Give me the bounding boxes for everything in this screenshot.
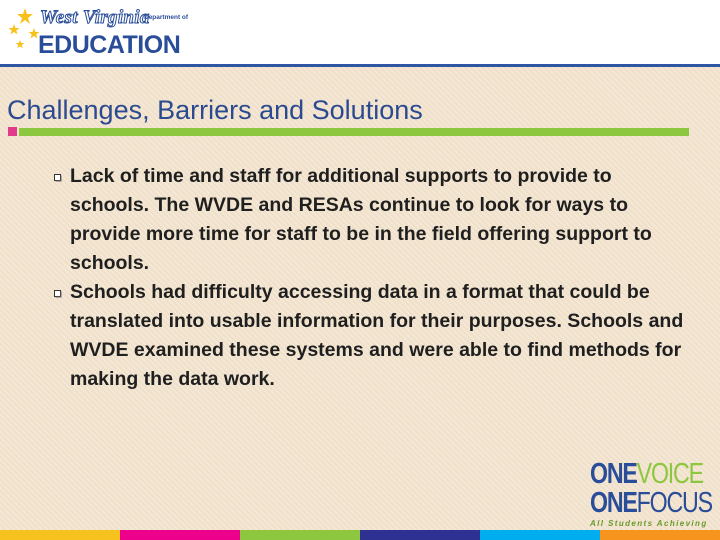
bullet-text: Schools had difficulty accessing data in a format that could be translated into usable information for their purposes. Schools and WVDE examined these systems and were able to find methods for making the data work. [70, 281, 684, 390]
one-voice-one-focus-logo [590, 458, 715, 528]
color-segment [360, 530, 480, 540]
header-rule [0, 64, 720, 67]
one-voice-line [590, 458, 703, 490]
wv-education-logo [8, 4, 208, 62]
color-segment [240, 530, 360, 540]
star-cluster-icon [8, 4, 42, 60]
one-focus-line [590, 487, 712, 519]
bullet-list [50, 162, 690, 394]
one-text: ONE [590, 458, 637, 490]
logo-west-virginia-text: West Virginia [40, 7, 150, 28]
title-underline-bar [19, 128, 689, 136]
voice-text: VOICE [636, 458, 703, 490]
slide-title: Challenges, Barriers and Solutions [7, 95, 423, 125]
list-item [50, 278, 690, 394]
bullet-text: Lack of time and staff for additional supports to provide to schools. The WVDE and RESAs continue to look for ways to provide more time for staff to be in the field offering support to schools. [70, 165, 652, 274]
title-accent-square [8, 127, 17, 136]
color-segment [600, 530, 720, 540]
hollow-square-bullet-icon [54, 290, 62, 298]
logo-department-text: Department of [144, 14, 189, 21]
color-bar [0, 530, 720, 540]
color-segment [0, 530, 120, 540]
list-item [50, 162, 690, 278]
logo-education-text: EDUCATION [38, 31, 181, 59]
color-segment [480, 530, 600, 540]
tagline: All Students Achieving [590, 519, 708, 528]
one-text: ONE [590, 487, 637, 519]
hollow-square-bullet-icon [54, 174, 62, 182]
focus-text: FOCUS [636, 487, 712, 519]
color-segment [120, 530, 240, 540]
